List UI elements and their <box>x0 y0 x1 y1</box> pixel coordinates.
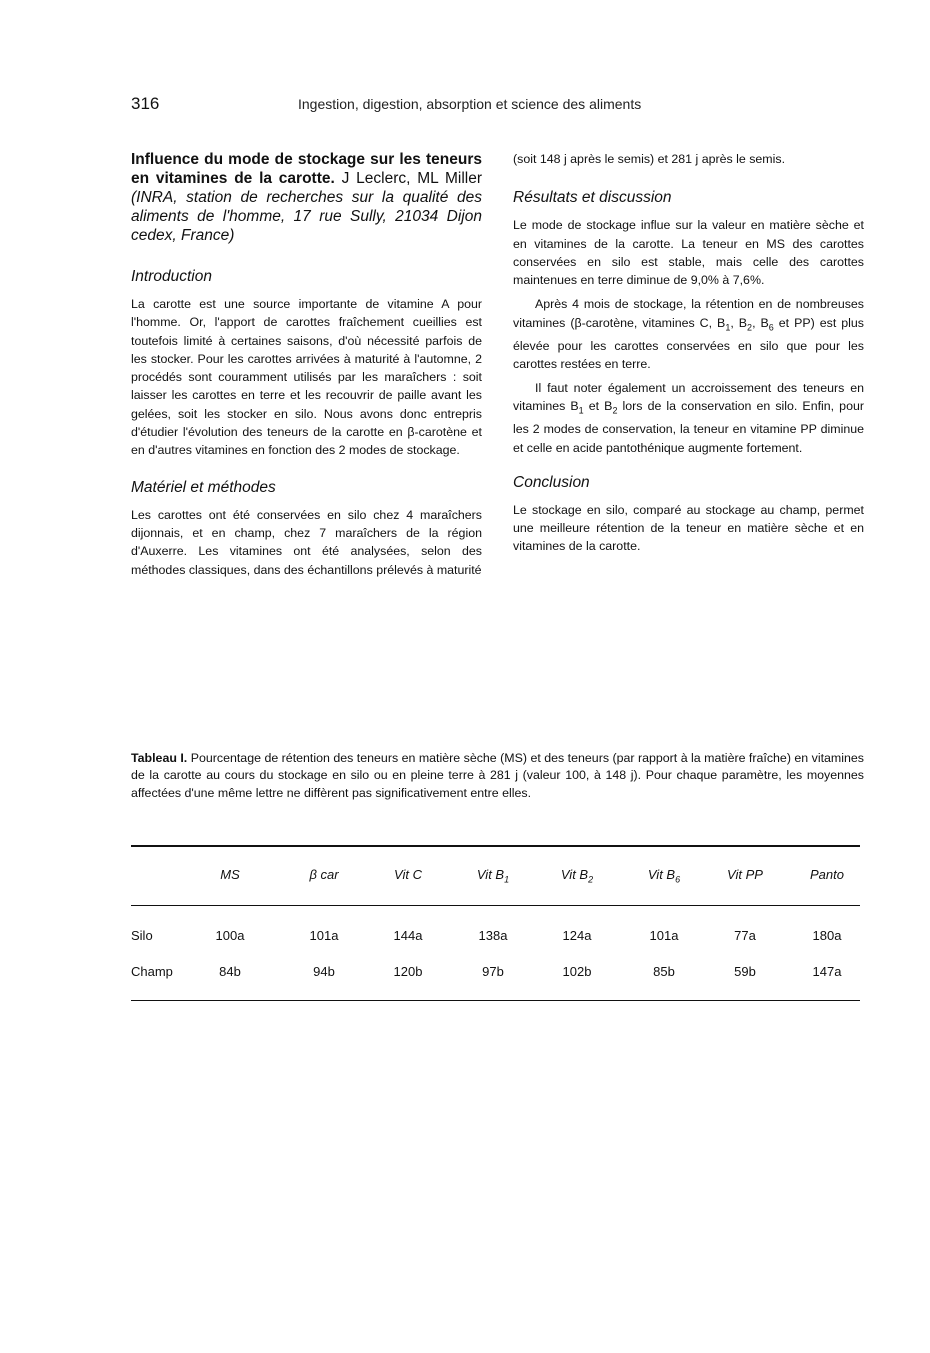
table-cell: 85b <box>653 964 675 979</box>
article-authors: J Leclerc, ML Miller <box>341 170 482 187</box>
materiel-text: Les carottes ont été conservées en silo chez 4 maraîchers dijonnais, et en champ, chez 7 maraîchers de la région d'Auxerre. Les vitamines ont été analysées, selon des méthodes classiques, dans des échantillons prélevés à maturité <box>131 507 482 577</box>
heading-materiel: Matériel et méthodes <box>131 478 276 496</box>
table-header-rule <box>131 905 860 906</box>
article-title: Influence du mode de stockage sur les teneurs en vitamines de la carotte. <box>131 151 482 187</box>
table-cell: 102b <box>562 964 592 979</box>
right-column <box>513 150 864 556</box>
table-cell: 180a <box>812 928 842 943</box>
table-cell: 97b <box>482 964 504 979</box>
table-row-label: Silo <box>131 928 153 943</box>
table-cell: 138a <box>478 928 508 943</box>
resultats-paragraph-1: Le mode de stockage influe sur la valeur en matière sèche et en vitamines de la carotte. La teneur en MS des carottes conservées en silo est stable, mais celle des carottes maintenues en terre diminue de 9,0% à 7,6%. <box>513 218 864 288</box>
table-header-cell: Vit $B_2$ <box>560 867 594 885</box>
table-cell: 59b <box>734 964 756 979</box>
heading-introduction: Introduction <box>131 268 212 285</box>
materiel-continuation: (soit 148 j après le semis) et 281 j après le semis. <box>513 152 786 166</box>
table-cell: 120b <box>393 964 423 979</box>
table-header-cell: MS <box>220 867 240 882</box>
table-row-label: Champ <box>131 964 173 979</box>
table-top-rule <box>131 845 860 847</box>
table-cell: 147a <box>812 964 842 979</box>
heading-resultats: Résultats et discussion <box>513 189 672 207</box>
running-head: Ingestion, digestion, absorption et science des aliments <box>298 96 642 112</box>
article-affiliation: (INRA, station de recherches sur la qualité des aliments de l'homme, 17 rue Sully, 21034 Dijon cedex, France) <box>131 189 482 244</box>
article-header <box>131 150 482 245</box>
resultats-paragraph-2: Après 4 mois de stockage, la rétention en de nombreuses vitamines (β-carotène, vitamines C, $B_1$, $B_2$, $B_6$ et PP) est plus élevée pour les carottes conservées en silo que pour les carottes restées en terre. <box>513 297 864 371</box>
table-caption <box>131 750 864 802</box>
table-bottom-rule <box>131 1000 860 1001</box>
table-cell: 124a <box>562 928 592 943</box>
table-cell: 144a <box>393 928 423 943</box>
table-cell: 101a <box>309 928 339 943</box>
conclusion-text: Le stockage en silo, comparé au stockage au champ, permet une meilleure rétention de la teneur en matière sèche et en vitamines de la carotte. <box>513 502 864 554</box>
table-cell: 100a <box>215 928 245 943</box>
heading-conclusion: Conclusion <box>513 473 590 491</box>
introduction-text: La carotte est une source importante de vitamine A pour l'homme. Or, l'apport de carottes fraîchement cueillies est toutefois limité à certaines saisons, d'où nécessité parfois de les stocker. Pour les carottes arrivées à maturité à l'automne, 2 procédés sont couramment utilisés par les maraîchers : soit laisser les carottes en terre et les recouvrir de paille avant les gelées, soit les stocker en silo. Nous avons donc entrepris d'étudier l'évolution des teneurs de la carotte en β-carotène et en d'autres vitamines en fonction des 2 modes de stockage. <box>131 297 482 458</box>
table-cell: 101a <box>649 928 679 943</box>
table-cell: 94b <box>313 964 335 979</box>
resultats-paragraph-3: Il faut noter également un accroissement des teneurs en vitamines $B_1$ et $B_2$ lors de la conservation en silo. Enfin, pour les 2 modes de conservation, la teneur en vitamine PP diminue et celle en acide pantothénique augmente fortement. <box>513 381 864 455</box>
left-column <box>131 150 482 579</box>
table-header-cell: Vit $B_1$ <box>476 867 510 885</box>
table-header-cell: Vit PP <box>727 867 763 882</box>
table-header-cell: Vit $B_6$ <box>647 867 681 885</box>
table-header-cell: Vit C <box>394 867 422 882</box>
table-header-cell: β car <box>309 867 339 882</box>
table-header-cell: Panto <box>810 867 844 882</box>
table-cell: 84b <box>219 964 241 979</box>
page-number: 316 <box>131 94 160 113</box>
table-caption-label: Tableau I. <box>131 751 188 765</box>
table-caption-text: Pourcentage de rétention des teneurs en matière sèche (MS) et des teneurs (par rapport à la matière fraîche) en vitamines de la carotte au cours du stockage en silo ou en pleine terre à 281 j (valeur 100, à 148 j). Pour chaque paramètre, les moyennes affectées d'une même lettre ne diffèrent pas significativement entre elles. <box>131 751 864 800</box>
table-cell: 77a <box>734 928 756 943</box>
